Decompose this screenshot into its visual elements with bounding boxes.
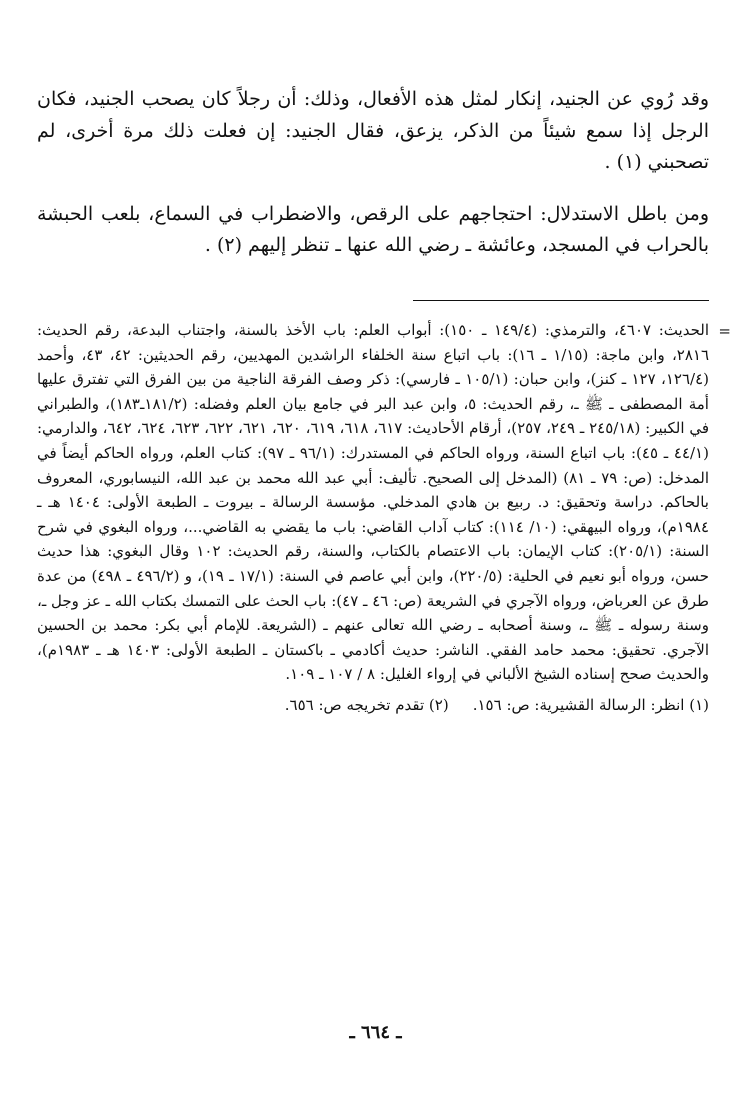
footnote-separator	[413, 300, 709, 301]
main-paragraph-2: ومن باطل الاستدلال: احتجاجهم على الرقص، والاضطراب في السماع، بلعب الحبشة بالحراب في المسجد، وعائشة ـ رضي الله عنها ـ تنظر إليهم (٢) .	[37, 202, 709, 256]
footnote-references	[37, 693, 709, 717]
main-paragraph-1: وقد رُوي عن الجنيد، إنكار لمثل هذه الأفعال، وذلك: أن رجلاً كان يصحب الجنيد، فكان الرجل إذا سمع شيئاً من الذكر، يزعق، فقال الجنيد: إن فعلت ذلك مرة أخرى، لم تصحبني (١) .	[37, 88, 709, 173]
footnotes	[37, 318, 731, 717]
footnote-continued-text: الحديث: ٤٦٠٧، والترمذي: (١٤٩/٤ ـ ١٥٠): أبواب العلم: باب الأخذ بالسنة، واجتناب البدعة، رقم الحديث: ٢٨١٦، وابن ماجة: (١/١٥ ـ ١٦): باب اتباع سنة الخلفاء الراشدين المهديين، رقم الحديثين: ٤٢، ٤٣، وأحمد (١٢٦/٤، ١٢٧ ـ كنز)، وابن حبان: (١٠٥/١ ـ فارسي): ذكر وصف الفرقة الناجية من بين الفرق التي تفترق عليها أمة المصطفى ـ ﷺ ـ، رقم الحديث: ٥، وابن عبد البر في جامع بيان العلم وفضله: (١٨١/٢ـ١٨٣)، والطبراني في الكبير: (٢٤٥/١٨ ـ ٢٤٩، ٢٥٧)، أرقام الأحاديث: ٦١٧، ٦١٨، ٦١٩، ٦٢٠، ٦٢١، ٦٢٢، ٦٢٣، ٦٢٤، ٦٤٢، والدارمي: (٤٤/١ ـ ٤٥): باب اتباع السنة، ورواه الحاكم في المستدرك: (٩٦/١ ـ ٩٧): كتاب العلم، ورواه الحاكم أيضاً في المدخل: (ص: ٧٩ ـ ٨١) (المدخل إلى الصحيح. تأليف: أبي عبد الله محمد بن عبد الله، النيسابوري، المعروف بالحاكم. دراسة وتحقيق: د. ربيع بن هادي المدخلي. مؤسسة الرسالة ـ بيروت ـ الطبعة الأولى: ١٤٠٤ هـ ـ ١٩٨٤م)، ورواه البيهقي: (١٠/ ١١٤): كتاب آداب القاضي: باب ما يقضي به القاضي...، ورواه البغوي في شرح السنة: (٢٠٥/١): كتاب الإيمان: باب الاعتصام بالكتاب، والسنة، رقم الحديث: ١٠٢ وقال البغوي: هذا حديث حسن، ورواه أبو نعيم في الحلية: (٢٢٠/٥)، وابن أبي عاصم في السنة: (١٧/١ ـ ١٩)، و (٤٩٦/٢ ـ ٤٩٨) من عدة طرق عن العرباض، ورواه الآجري في الشريعة (ص: ٤٦ ـ ٤٧): باب الحث على التمسك بكتاب الله ـ عز وجل ـ، وسنة رسوله ـ ﷺ ـ، وسنة أصحابه ـ رضي الله تعالى عنهم ـ (الشريعة. للإمام أبي بكر: محمد بن الحسين الآجري. تحقيق: محمد حامد الفقي. الناشر: حديث أكادمي ـ باكستان ـ الطبعة الأولى: ١٤٠٣ هـ ـ ١٩٨٣م)، والحديث صحح إسناده الشيخ الألباني في إرواء الغليل: ٨ / ١٠٧ ـ ١٠٩.	[37, 321, 710, 684]
footnote-continuation-mark: =	[718, 322, 731, 340]
page-number: ـ ٦٦٤ ـ	[349, 1022, 402, 1043]
footnote-1: (١) انظر: الرسالة القشيرية: ص: ١٥٦.	[472, 695, 709, 714]
footnote-2: (٢) تقدم تخريجه ص: ٦٥٦.	[284, 695, 449, 714]
main-text	[37, 84, 709, 262]
